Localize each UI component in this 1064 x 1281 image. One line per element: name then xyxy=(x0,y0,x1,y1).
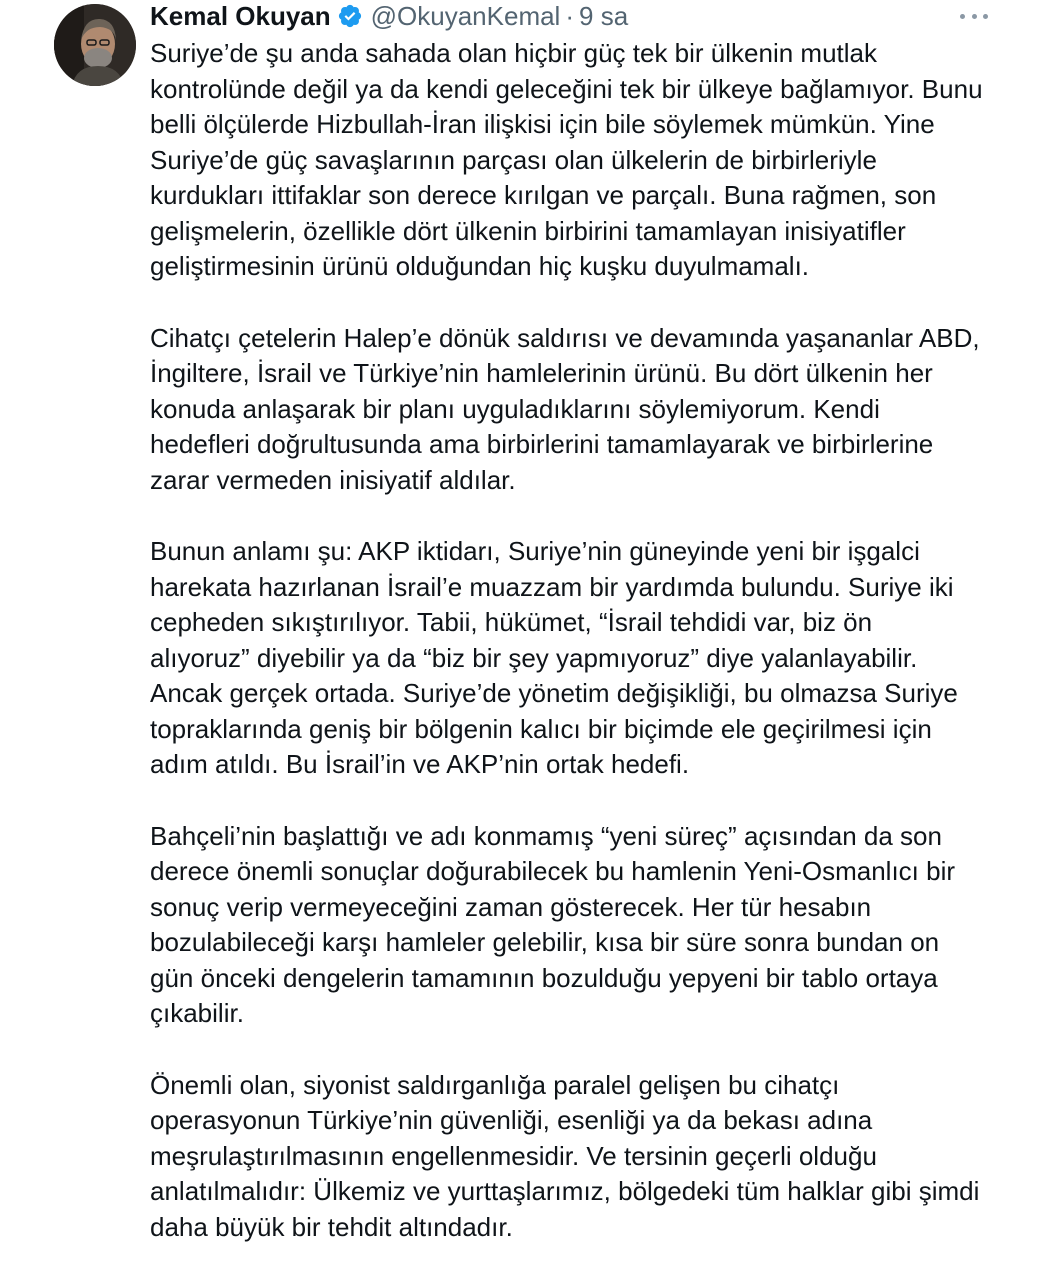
separator-dot: · xyxy=(565,1,575,31)
tweet-body xyxy=(150,36,1000,1281)
tweet-paragraph: Suriye’de şu anda sahada olan hiçbir güç tek bir ülkenin mutlak kontrolünde değil ya da kendi geleceğini tek bir ülkeye bağlamıyor. Bunu belli ölçülerde Hizbullah-İran ilişkisi için bile söylemek mümkün. Yine Suriye’de güç savaşlarının parçası olan ülkelerin de birbirleriyle kurdukları ittifaklar son derece kırılgan ve parçalı. Buna rağmen, son gelişmelerin, özellikle dört ülkenin birbirini tamamlayan inisiyatifler geliştirmesinin ürünü olduğundan hiç kuşku duyulmamalı. xyxy=(150,38,983,281)
timestamp[interactable]: 9 sa xyxy=(579,1,629,31)
tweet-paragraph: Bahçeli’nin başlattığı ve adı konmamış “yeni süreç” açısından da son derece önemli sonuçlar doğurabilecek bu hamlenin Yeni-Osmanlıcı bir sonuç verip vermeyeceğini zaman gösterecek. Her tür hesabın bozulabileceği karşı hamleler gelebilir, kısa bir süre sonra bundan on gün önceki dengelerin tamamının bozulduğu yepyeni bir tablo ortaya çıkabilir. xyxy=(150,820,956,1028)
author-handle[interactable]: @OkuyanKemal xyxy=(370,1,561,31)
dot xyxy=(983,14,988,19)
author-name[interactable]: Kemal Okuyan xyxy=(150,1,331,31)
tweet-header xyxy=(150,0,628,32)
profile-photo xyxy=(54,4,136,86)
tweet-paragraph: Cihatçı çetelerin Halep’e dönük saldırısı ve devamında yaşananlar ABD, İngiltere, İsrail ve Türkiye’nin hamlelerinin ürünü. Bu dört ülkenin her konuda anlaşarak bir planı uyguladıklarını söylemiyorum. Kendi hedefleri doğrultusunda ama birbirlerini tamamlayarak ve birbirlerine zarar vermeden inisiyatif aldılar. xyxy=(150,322,980,495)
more-options-icon[interactable] xyxy=(960,8,988,24)
tweet-paragraph: Önemli olan, siyonist saldırganlığa paralel gelişen bu cihatçı operasyonun Türkiye’nin güvenliği, esenliği ya da bekası adına meşrulaştırılmasının engellenmesidir. Ve tersinin geçerli olduğu anlatılmalıdır: Ülkemiz ve yurttaşlarımız, bölgedeki tüm halklar gibi şimdi daha büyük bir tehdit altındadır. xyxy=(150,1069,980,1242)
tweet-paragraph: Bunun anlamı şu: AKP iktidarı, Suriye’nin güneyinde yeni bir işgalci harekata hazırlanan İsrail’e muazzam bir yardımda bulundu. Suriye iki cepheden sıkıştırılıyor. Tabii, hükümet, “İsrail tehdidi var, biz ön alıyoruz” diyebilir ya da “biz bir şey yapmıyoruz” diye yalanlayabilir. Ancak gerçek ortada. Suriye’de yönetim değişikliği, bu olmazsa Suriye topraklarında geniş bir bölgenin kalıcı bir biçimde ele geçirilmesi için adım atıldı. Bu İsrail’in ve AKP’nin ortak hedefi. xyxy=(150,536,958,779)
dot xyxy=(960,14,965,19)
verified-badge-icon xyxy=(337,3,363,29)
avatar[interactable] xyxy=(54,4,136,86)
dot xyxy=(972,14,977,19)
